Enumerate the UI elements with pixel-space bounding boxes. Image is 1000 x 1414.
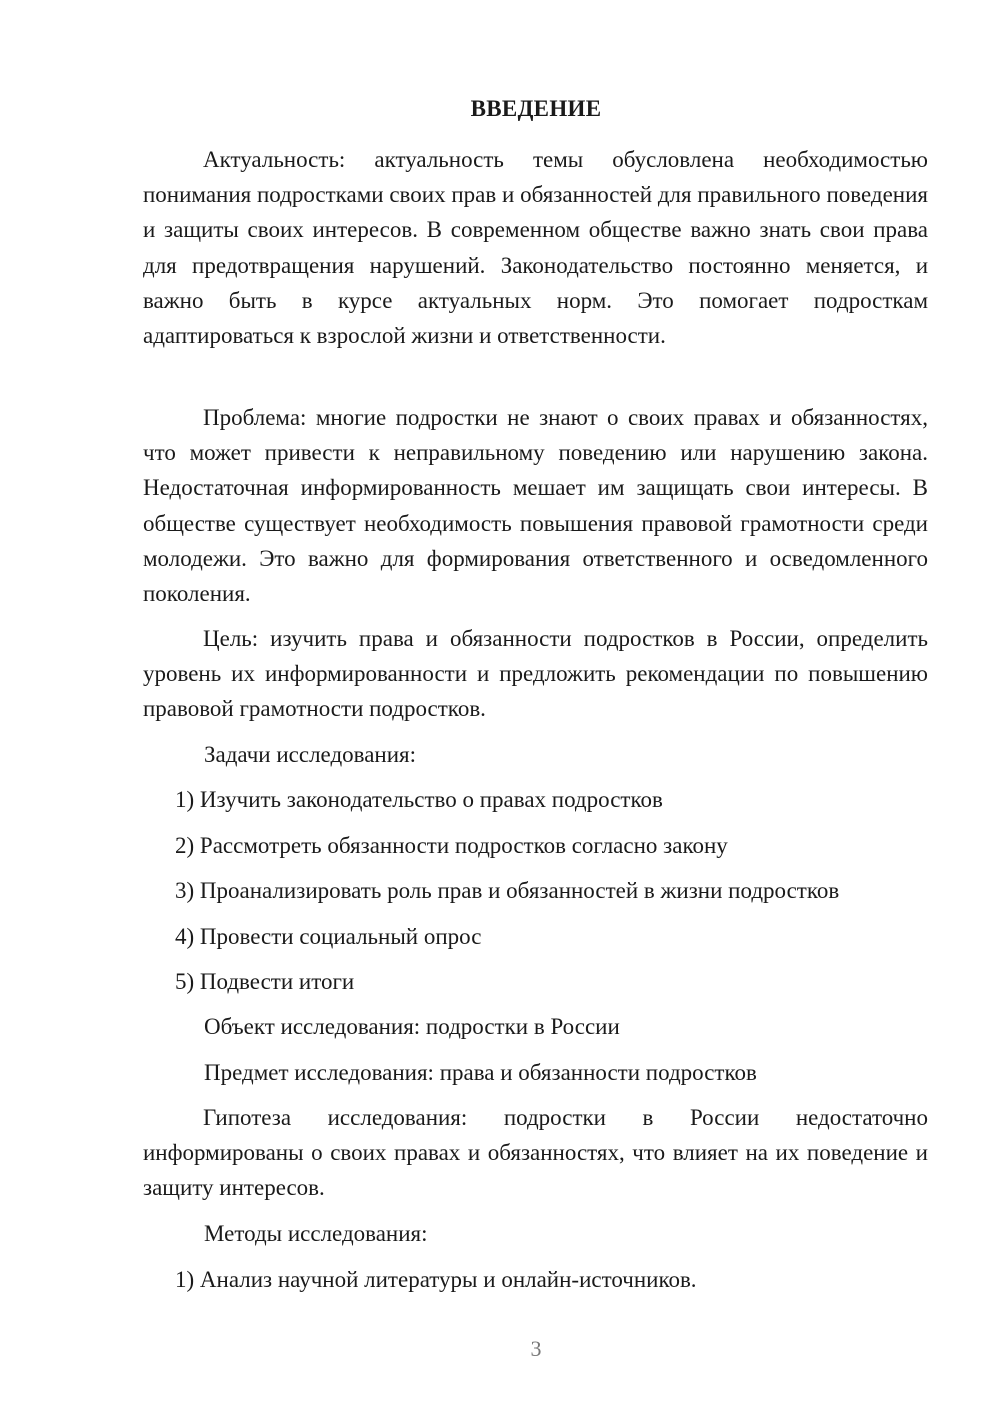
task-item: 1) Изучить законодательство о правах подростков [175, 787, 663, 812]
task-item: 4) Провести социальный опрос [175, 924, 482, 949]
hypothesis-paragraph: Гипотеза исследования: подростки в России недостаточно информированы о своих правах и обязанностях, что влияет на их поведение и защиту интересов. [143, 1105, 928, 1201]
task-item: 5) Подвести итоги [175, 969, 355, 994]
section-heading: ВВЕДЕНИЕ [470, 96, 602, 121]
problem-paragraph: Проблема: многие подростки не знают о своих правах и обязанностях, что может привести к неправильному поведению или нарушению закона. Недостаточная информированность мешает им защищать свои интересы. В обществе существует необходимость повышения правовой грамотности среди молодежи. Это важно для формирования ответственного и осведомленного поколения. [143, 405, 928, 607]
task-item: 2) Рассмотреть обязанности подростков согласно закону [175, 833, 728, 858]
relevance-paragraph: Актуальность: актуальность темы обусловлена необходимостью понимания подростками своих прав и обязанностей для правильного поведения и защиты своих интересов. В современном обществе важно знать свои права для предотвращения нарушений. Законодательство постоянно меняется, и важно быть в курсе актуальных норм. Это помогает подросткам адаптироваться к взрослой жизни и ответственности. [143, 147, 928, 349]
research-object: Объект исследования: подростки в России [204, 1014, 620, 1039]
task-item: 3) Проанализировать роль прав и обязанностей в жизни подростков [175, 878, 840, 903]
research-subject: Предмет исследования: права и обязанности подростков [204, 1060, 757, 1085]
method-item: 1) Анализ научной литературы и онлайн-источников. [175, 1267, 697, 1292]
tasks-heading: Задачи исследования: [204, 742, 417, 767]
goal-paragraph: Цель: изучить права и обязанности подростков в России, определить уровень их информированности и предложить рекомендации по повышению правовой грамотности подростков. [143, 626, 928, 722]
methods-heading: Методы исследования: [204, 1221, 428, 1246]
page-number: 3 [530, 1336, 542, 1361]
